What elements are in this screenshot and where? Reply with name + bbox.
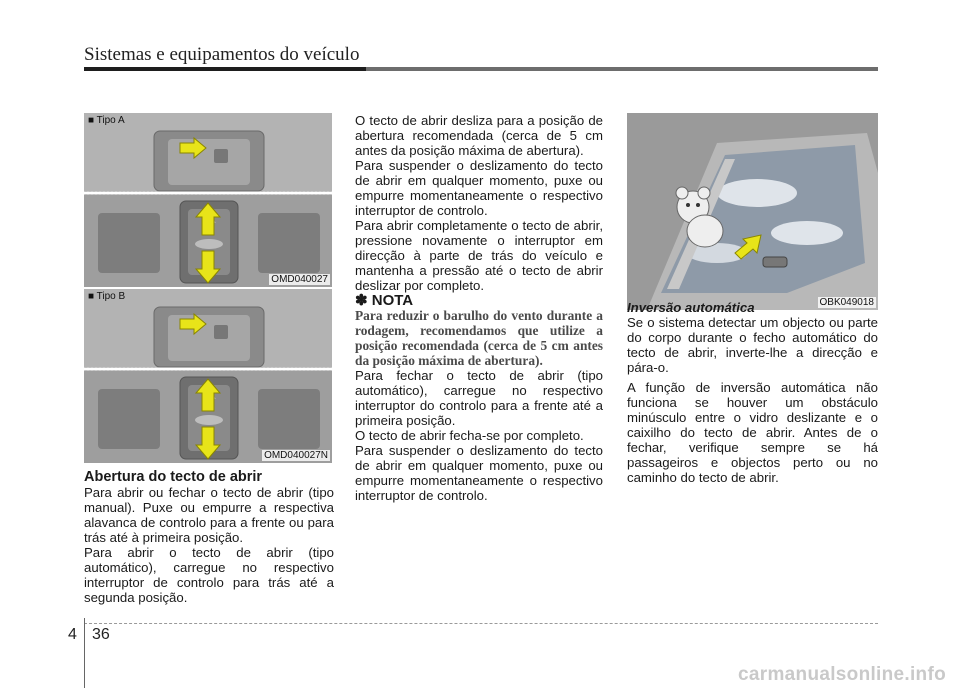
column-1-text bbox=[84, 470, 334, 605]
figure-tipo-b-code: OMD040027N bbox=[264, 450, 328, 461]
figure-tipo-a bbox=[84, 113, 332, 287]
paragraph: Para abrir o tecto de abrir (tipo automático), carregue no respectivo interruptor de controlo para trás até a segunda posição. bbox=[84, 545, 334, 605]
section-number: 4 bbox=[68, 626, 77, 643]
footer-rule bbox=[84, 623, 878, 624]
paragraph: A função de inversão automática não funciona se houver um obstáculo minúsculo entre o vidro deslizante e o caixilho do tecto de abrir. Antes de o fechar, verifique sempre se há passageiros e objectos perto ou no caminho do tecto de abrir. bbox=[627, 380, 878, 485]
paragraph: Para suspender o deslizamento do tecto de abrir em qualquer momento, puxe ou empurre momentaneamente o respectivo interruptor de controlo. bbox=[355, 443, 603, 503]
paragraph: Se o sistema detectar um objecto ou parte do corpo durante o fecho automático do tecto de abrir, inverte-lhe a direcção e pára-o. bbox=[627, 315, 878, 375]
figure-tipo-a-label: ■ Tipo A bbox=[88, 115, 125, 126]
paragraph: O tecto de abrir desliza para a posição de abertura recomendada (cerca de 5 cm antes da posição máxima de abertura). bbox=[355, 113, 603, 158]
paragraph: O tecto de abrir fecha-se por completo. bbox=[355, 428, 584, 443]
page-header-title: Sistemas e equipamentos do veículo bbox=[84, 44, 360, 65]
section-heading-abertura: Abertura do tecto de abrir bbox=[84, 469, 263, 485]
figure-tipo-b-label: ■ Tipo B bbox=[88, 291, 126, 302]
figure-auto-reverse bbox=[627, 113, 878, 310]
note-body: Para reduzir o barulho do vento durante a rodagem, recomendamos que utilize a posição recomendada (cerca de 5 cm antes da posição máxima de abertura). bbox=[355, 308, 603, 368]
paragraph: Para abrir completamente o tecto de abrir, pressione novamente o interruptor em direcção à parte de trás do veículo e mantenha a pressão até o tecto de abrir deslizar por completo. bbox=[355, 218, 603, 293]
section-heading-inversao: Inversão automática bbox=[627, 300, 755, 315]
footer-divider bbox=[84, 618, 85, 688]
note-heading: ✽ NOTA bbox=[355, 292, 414, 309]
header-rule-accent bbox=[84, 67, 366, 71]
figure-auto-reverse-code: OBK049018 bbox=[819, 297, 874, 308]
figure-tipo-b bbox=[84, 289, 332, 463]
paragraph: Para suspender o deslizamento do tecto de abrir em qualquer momento, puxe ou empurre momentaneamente o respectivo interruptor de controlo. bbox=[355, 158, 603, 218]
paragraph: Para abrir ou fechar o tecto de abrir (tipo manual). Puxe ou empurre a respectiva alavanca de controlo para a frente ou para trás até à primeira posição. bbox=[84, 485, 334, 545]
watermark: carmanualsonline.info bbox=[738, 664, 946, 685]
paragraph: Para fechar o tecto de abrir (tipo automático), carregue no respectivo interruptor do controlo para a frente até a primeira posição. bbox=[355, 368, 603, 428]
column-2-text bbox=[355, 113, 603, 503]
figure-tipo-a-code: OMD040027 bbox=[271, 274, 328, 285]
sunroof-control-tipo-b-illustration bbox=[84, 289, 332, 463]
page-number: 36 bbox=[92, 626, 110, 643]
column-3-text bbox=[627, 300, 878, 485]
sunroof-control-tipo-a-illustration bbox=[84, 113, 332, 287]
sunroof-auto-reverse-illustration bbox=[627, 113, 878, 310]
